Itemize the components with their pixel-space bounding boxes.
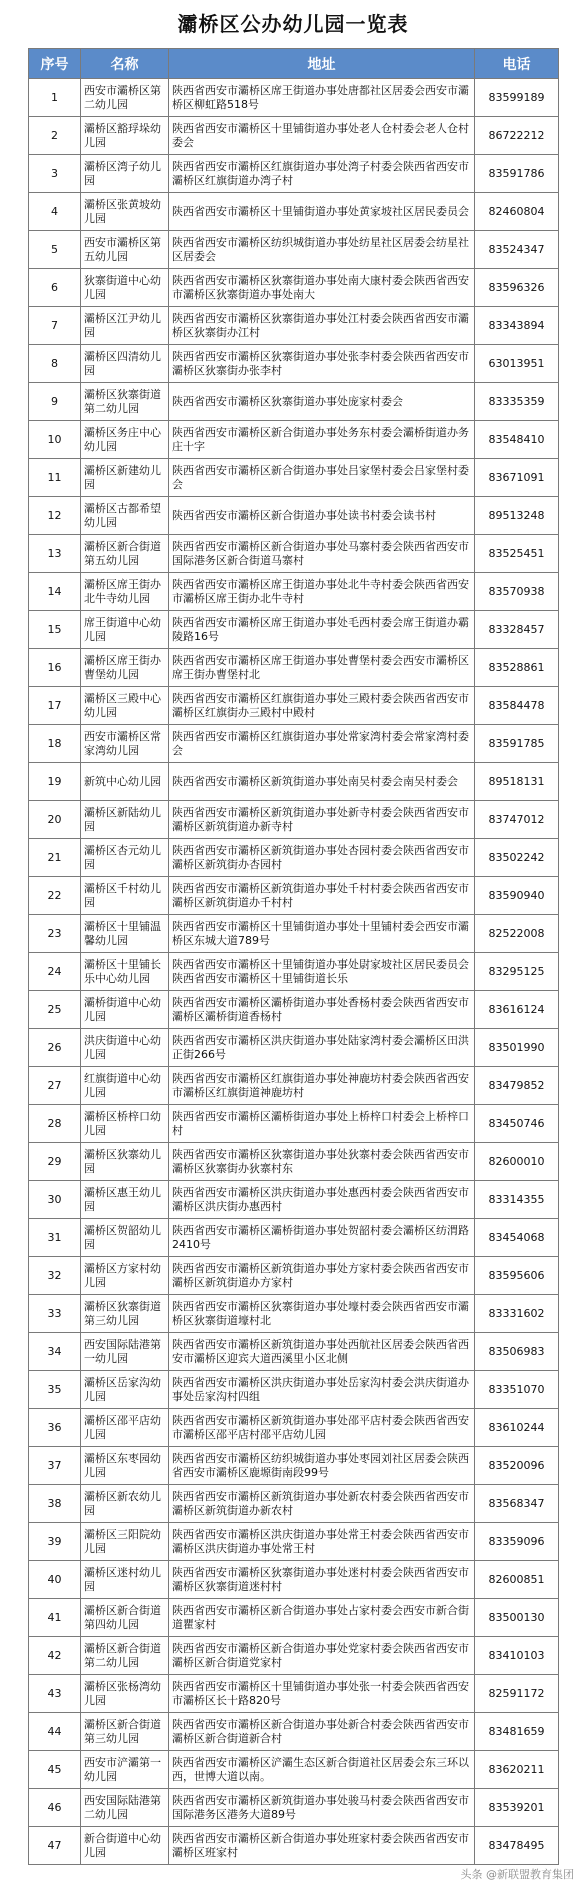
row-number: 19 <box>29 763 81 801</box>
header-name: 名称 <box>81 49 169 79</box>
row-number: 7 <box>29 307 81 345</box>
row-number: 15 <box>29 611 81 649</box>
table-row <box>29 1637 559 1675</box>
row-number: 32 <box>29 1257 81 1295</box>
header-no: 序号 <box>29 49 81 79</box>
table-row <box>29 1143 559 1181</box>
kindergarten-name: 西安市浐灞第一幼儿园 <box>81 1751 169 1789</box>
row-number: 33 <box>29 1295 81 1333</box>
kindergarten-address: 陕西省西安市灞桥区席王街道办事处毛西村委会席王街道办霸陵路16号 <box>169 611 475 649</box>
phone-number: 83599189 <box>475 79 559 117</box>
kindergarten-name: 灞桥区张杨湾幼儿园 <box>81 1675 169 1713</box>
kindergarten-name: 灞桥区湾子幼儿园 <box>81 155 169 193</box>
row-number: 46 <box>29 1789 81 1827</box>
kindergarten-table <box>28 48 559 1865</box>
row-number: 24 <box>29 953 81 991</box>
kindergarten-address: 陕西省西安市灞桥区红旗街道办事处湾子村委会陕西省西安市灞桥区红旗街道办湾子村 <box>169 155 475 193</box>
kindergarten-name: 灞桥区狄寨街道第三幼儿园 <box>81 1295 169 1333</box>
kindergarten-name: 灞桥区四清幼儿园 <box>81 345 169 383</box>
row-number: 8 <box>29 345 81 383</box>
table-row <box>29 535 559 573</box>
phone-number: 83328457 <box>475 611 559 649</box>
table-row <box>29 345 559 383</box>
phone-number: 82600851 <box>475 1561 559 1599</box>
table-row <box>29 877 559 915</box>
row-number: 22 <box>29 877 81 915</box>
kindergarten-name: 灞桥区新陆幼儿园 <box>81 801 169 839</box>
table-row <box>29 1599 559 1637</box>
row-number: 26 <box>29 1029 81 1067</box>
phone-number: 83331602 <box>475 1295 559 1333</box>
row-number: 34 <box>29 1333 81 1371</box>
row-number: 9 <box>29 383 81 421</box>
kindergarten-name: 红旗街道中心幼儿园 <box>81 1067 169 1105</box>
kindergarten-name: 灞桥区千村幼儿园 <box>81 877 169 915</box>
phone-number: 83478495 <box>475 1827 559 1865</box>
kindergarten-name: 灞桥区古都希望幼儿园 <box>81 497 169 535</box>
row-number: 5 <box>29 231 81 269</box>
row-number: 20 <box>29 801 81 839</box>
kindergarten-name: 灞桥区邵平店幼儿园 <box>81 1409 169 1447</box>
header-phone: 电话 <box>475 49 559 79</box>
row-number: 12 <box>29 497 81 535</box>
table-row <box>29 1257 559 1295</box>
kindergarten-name: 灞桥区张黄坡幼儿园 <box>81 193 169 231</box>
phone-number: 89513248 <box>475 497 559 535</box>
table-row <box>29 383 559 421</box>
kindergarten-address: 陕西省西安市灞桥区狄寨街道办事处南大康村委会陕西省西安市灞桥区狄寨街道办事处南大 <box>169 269 475 307</box>
row-number: 21 <box>29 839 81 877</box>
phone-number: 83410103 <box>475 1637 559 1675</box>
table-row <box>29 1219 559 1257</box>
kindergarten-address: 陕西省西安市灞桥区红旗街道办事处三殿村委会陕西省西安市灞桥区红旗街办三殿村中殿村 <box>169 687 475 725</box>
row-number: 1 <box>29 79 81 117</box>
table-row <box>29 991 559 1029</box>
phone-number: 83570938 <box>475 573 559 611</box>
table-row <box>29 307 559 345</box>
kindergarten-name: 西安市灞桥区常家湾幼儿园 <box>81 725 169 763</box>
row-number: 45 <box>29 1751 81 1789</box>
kindergarten-address: 陕西省西安市灞桥区纺织城街道办事处纺星社区居委会纺星社区居委会 <box>169 231 475 269</box>
kindergarten-address: 陕西省西安市灞桥区新筑街道办事处邵平店村委会陕西省西安市灞桥区邵平店村邵平店幼儿园 <box>169 1409 475 1447</box>
kindergarten-name: 灞桥区迷村幼儿园 <box>81 1561 169 1599</box>
kindergarten-address: 陕西省西安市灞桥区灞桥街道办事处香杨村委会陕西省西安市灞桥区灞桥街道香杨村 <box>169 991 475 1029</box>
row-number: 44 <box>29 1713 81 1751</box>
kindergarten-name: 狄寨街道中心幼儿园 <box>81 269 169 307</box>
phone-number: 83524347 <box>475 231 559 269</box>
kindergarten-address: 陕西省西安市灞桥区灞桥街道办事处上桥梓口村委会上桥梓口村 <box>169 1105 475 1143</box>
table-row <box>29 1029 559 1067</box>
phone-number: 83335359 <box>475 383 559 421</box>
kindergarten-address: 陕西省西安市灞桥区新合街道办事处读书村委会读书村 <box>169 497 475 535</box>
phone-number: 82591172 <box>475 1675 559 1713</box>
kindergarten-address: 陕西省西安市灞桥区洪庆街道办事处陆家湾村委会灞桥区田洪正街266号 <box>169 1029 475 1067</box>
phone-number: 83616124 <box>475 991 559 1029</box>
phone-number: 82600010 <box>475 1143 559 1181</box>
kindergarten-address: 陕西省西安市灞桥区十里铺街道办事处尉家坡社区居民委员会陕西省西安市灞桥区十里铺街道长乐 <box>169 953 475 991</box>
table-row <box>29 1485 559 1523</box>
phone-number: 83590940 <box>475 877 559 915</box>
table-body <box>29 79 559 1865</box>
table-row <box>29 79 559 117</box>
kindergarten-address: 陕西省西安市灞桥区纺织城街道办事处枣园刘社区居委会陕西省西安市灞桥区鹿塬街南段99号 <box>169 1447 475 1485</box>
table-row <box>29 1827 559 1865</box>
phone-number: 83314355 <box>475 1181 559 1219</box>
table-row <box>29 573 559 611</box>
kindergarten-address: 陕西省西安市灞桥区十里铺街道办事处十里铺村委会西安市灞桥区东城大道789号 <box>169 915 475 953</box>
phone-number: 83610244 <box>475 1409 559 1447</box>
phone-number: 83501990 <box>475 1029 559 1067</box>
table-row <box>29 1067 559 1105</box>
kindergarten-name: 灞桥区新合街道第五幼儿园 <box>81 535 169 573</box>
phone-number: 83595606 <box>475 1257 559 1295</box>
kindergarten-name: 灞桥区十里铺长乐中心幼儿园 <box>81 953 169 991</box>
table-row <box>29 1371 559 1409</box>
table-row <box>29 1295 559 1333</box>
row-number: 23 <box>29 915 81 953</box>
row-number: 41 <box>29 1599 81 1637</box>
kindergarten-address: 陕西省西安市灞桥区新合街道办事处吕家堡村委会吕家堡村委会 <box>169 459 475 497</box>
row-number: 43 <box>29 1675 81 1713</box>
table-row <box>29 1751 559 1789</box>
table-row <box>29 155 559 193</box>
kindergarten-name: 灞桥区新合街道第三幼儿园 <box>81 1713 169 1751</box>
phone-number: 83454068 <box>475 1219 559 1257</box>
kindergarten-name: 灞桥街道中心幼儿园 <box>81 991 169 1029</box>
kindergarten-name: 灞桥区新合街道第四幼儿园 <box>81 1599 169 1637</box>
kindergarten-address: 陕西省西安市灞桥区新合街道办事处马寨村委会陕西省西安市国际港务区新合街道马寨村 <box>169 535 475 573</box>
row-number: 16 <box>29 649 81 687</box>
table-row <box>29 801 559 839</box>
kindergarten-name: 西安国际陆港第一幼儿园 <box>81 1333 169 1371</box>
phone-number: 83528861 <box>475 649 559 687</box>
phone-number: 83596326 <box>475 269 559 307</box>
kindergarten-address: 陕西省西安市灞桥区洪庆街道办事处惠西村委会陕西省西安市灞桥区洪庆街办惠西村 <box>169 1181 475 1219</box>
table-row <box>29 1675 559 1713</box>
row-number: 27 <box>29 1067 81 1105</box>
table-row <box>29 421 559 459</box>
kindergarten-address: 陕西省西安市灞桥区新筑街道办事处新寺村委会陕西省西安市灞桥区新筑街道办新寺村 <box>169 801 475 839</box>
kindergarten-name: 灞桥区十里铺温馨幼儿园 <box>81 915 169 953</box>
kindergarten-address: 陕西省西安市灞桥区席王街道办事处唐都社区居委会西安市灞桥区柳虹路518号 <box>169 79 475 117</box>
kindergarten-address: 陕西省西安市灞桥区十里铺街道办事处张一村委会陕西省西安市灞桥区长十路820号 <box>169 1675 475 1713</box>
kindergarten-address: 陕西省西安市灞桥区新筑街道办事处方家村委会陕西省西安市灞桥区新筑街道办方家村 <box>169 1257 475 1295</box>
kindergarten-name: 西安国际陆港第二幼儿园 <box>81 1789 169 1827</box>
table-row <box>29 1447 559 1485</box>
phone-number: 83481659 <box>475 1713 559 1751</box>
row-number: 30 <box>29 1181 81 1219</box>
kindergarten-address: 陕西省西安市灞桥区洪庆街道办事处岳家沟村委会洪庆街道办事处岳家沟村四组 <box>169 1371 475 1409</box>
table-row <box>29 915 559 953</box>
kindergarten-name: 灞桥区务庄中心幼儿园 <box>81 421 169 459</box>
kindergarten-address: 陕西省西安市灞桥区新合街道办事处务东村委会灞桥街道办务庄十字 <box>169 421 475 459</box>
table-row <box>29 497 559 535</box>
phone-number: 83450746 <box>475 1105 559 1143</box>
table-row <box>29 1789 559 1827</box>
kindergarten-address: 陕西省西安市灞桥区狄寨街道办事处张李村委会陕西省西安市灞桥区狄寨街办张李村 <box>169 345 475 383</box>
kindergarten-name: 灞桥区贺韶幼儿园 <box>81 1219 169 1257</box>
kindergarten-name: 灞桥区桥梓口幼儿园 <box>81 1105 169 1143</box>
kindergarten-address: 陕西省西安市灞桥区席王街道办事处曹堡村委会西安市灞桥区席王街办曹堡村北 <box>169 649 475 687</box>
kindergarten-name: 灞桥区东枣园幼儿园 <box>81 1447 169 1485</box>
kindergarten-address: 陕西省西安市灞桥区浐灞生态区新合街道社区居委会东三环以西，世博大道以南。 <box>169 1751 475 1789</box>
table-row <box>29 117 559 155</box>
kindergarten-name: 席王街道中心幼儿园 <box>81 611 169 649</box>
table-row <box>29 839 559 877</box>
row-number: 14 <box>29 573 81 611</box>
kindergarten-name: 灞桥区狄寨幼儿园 <box>81 1143 169 1181</box>
kindergarten-address: 陕西省西安市灞桥区红旗街道办事处常家湾村委会常家湾村委会 <box>169 725 475 763</box>
table-row <box>29 687 559 725</box>
table-row <box>29 1713 559 1751</box>
kindergarten-name: 灞桥区江尹幼儿园 <box>81 307 169 345</box>
watermark: 头条 @新联盟教育集团 <box>460 1868 574 1881</box>
phone-number: 83584478 <box>475 687 559 725</box>
row-number: 2 <box>29 117 81 155</box>
row-number: 35 <box>29 1371 81 1409</box>
table-row <box>29 1181 559 1219</box>
table-row <box>29 1333 559 1371</box>
kindergarten-address: 陕西省西安市灞桥区十里铺街道办事处老人仓村委会老人仓村委会 <box>169 117 475 155</box>
kindergarten-name: 西安市灞桥区第五幼儿园 <box>81 231 169 269</box>
kindergarten-address: 陕西省西安市灞桥区狄寨街道办事处庞家村委会 <box>169 383 475 421</box>
table-row <box>29 649 559 687</box>
phone-number: 83747012 <box>475 801 559 839</box>
phone-number: 82460804 <box>475 193 559 231</box>
kindergarten-name: 灞桥区杏元幼儿园 <box>81 839 169 877</box>
row-number: 17 <box>29 687 81 725</box>
table-row <box>29 1523 559 1561</box>
kindergarten-address: 陕西省西安市灞桥区新合街道办事处占家村委会西安市新合街道瞿家村 <box>169 1599 475 1637</box>
kindergarten-address: 陕西省西安市灞桥区狄寨街道办事处狄寨村委会陕西省西安市灞桥区狄寨街办狄寨村东 <box>169 1143 475 1181</box>
phone-number: 83591786 <box>475 155 559 193</box>
row-number: 31 <box>29 1219 81 1257</box>
table-row <box>29 193 559 231</box>
table-row <box>29 763 559 801</box>
kindergarten-address: 陕西省西安市灞桥区十里铺街道办事处黄家坡社区居民委员会 <box>169 193 475 231</box>
kindergarten-address: 陕西省西安市灞桥区狄寨街道办事处壕村委会陕西省西安市灞桥区狄寨街道壕村北 <box>169 1295 475 1333</box>
kindergarten-address: 陕西省西安市灞桥区狄寨街道办事处迷村村委会陕西省西安市灞桥区狄寨街道迷村村 <box>169 1561 475 1599</box>
row-number: 36 <box>29 1409 81 1447</box>
kindergarten-name: 灞桥区新建幼儿园 <box>81 459 169 497</box>
phone-number: 82522008 <box>475 915 559 953</box>
table-row <box>29 459 559 497</box>
phone-number: 83295125 <box>475 953 559 991</box>
row-number: 47 <box>29 1827 81 1865</box>
kindergarten-address: 陕西省西安市灞桥区红旗街道办事处神鹿坊村委会陕西省西安市灞桥区红旗街道神鹿坊村 <box>169 1067 475 1105</box>
kindergarten-name: 灞桥区三殿中心幼儿园 <box>81 687 169 725</box>
phone-number: 83479852 <box>475 1067 559 1105</box>
phone-number: 83568347 <box>475 1485 559 1523</box>
row-number: 38 <box>29 1485 81 1523</box>
phone-number: 83351070 <box>475 1371 559 1409</box>
table-header-row <box>29 49 559 79</box>
kindergarten-address: 陕西省西安市灞桥区新合街道办事处新合村委会陕西省西安市灞桥区新合街道新合村 <box>169 1713 475 1751</box>
kindergarten-name: 新合街道中心幼儿园 <box>81 1827 169 1865</box>
table-row <box>29 1409 559 1447</box>
row-number: 3 <box>29 155 81 193</box>
phone-number: 89518131 <box>475 763 559 801</box>
table-row <box>29 725 559 763</box>
table-row <box>29 1105 559 1143</box>
row-number: 11 <box>29 459 81 497</box>
kindergarten-name: 灞桥区豁琈垛幼儿园 <box>81 117 169 155</box>
phone-number: 83539201 <box>475 1789 559 1827</box>
row-number: 6 <box>29 269 81 307</box>
row-number: 37 <box>29 1447 81 1485</box>
kindergarten-address: 陕西省西安市灞桥区狄寨街道办事处江村委会陕西省西安市灞桥区狄寨街办江村 <box>169 307 475 345</box>
phone-number: 83671091 <box>475 459 559 497</box>
kindergarten-address: 陕西省西安市灞桥区新合街道办事处班家村委会陕西省西安市灞桥区班家村 <box>169 1827 475 1865</box>
kindergarten-name: 灞桥区岳家沟幼儿园 <box>81 1371 169 1409</box>
kindergarten-name: 灞桥区席王街办曹堡幼儿园 <box>81 649 169 687</box>
table-row <box>29 1561 559 1599</box>
row-number: 4 <box>29 193 81 231</box>
row-number: 40 <box>29 1561 81 1599</box>
kindergarten-name: 灞桥区新农幼儿园 <box>81 1485 169 1523</box>
table-row <box>29 953 559 991</box>
kindergarten-name: 灞桥区方家村幼儿园 <box>81 1257 169 1295</box>
phone-number: 83506983 <box>475 1333 559 1371</box>
row-number: 39 <box>29 1523 81 1561</box>
kindergarten-name: 西安市灞桥区第二幼儿园 <box>81 79 169 117</box>
kindergarten-address: 陕西省西安市灞桥区新筑街道办事处西航社区居委会陕西省西安市灞桥区迎宾大道西溪里小区北侧 <box>169 1333 475 1371</box>
kindergarten-address: 陕西省西安市灞桥区新合街道办事处党家村委会陕西省西安市灞桥区新合街道党家村 <box>169 1637 475 1675</box>
row-number: 18 <box>29 725 81 763</box>
kindergarten-name: 灞桥区席王街办北牛寺幼儿园 <box>81 573 169 611</box>
row-number: 25 <box>29 991 81 1029</box>
kindergarten-address: 陕西省西安市灞桥区灞桥街道办事处贺韶村委会灞桥区纺渭路2410号 <box>169 1219 475 1257</box>
kindergarten-address: 陕西省西安市灞桥区新筑街道办事处千村村委会陕西省西安市灞桥区新筑街道办千村村 <box>169 877 475 915</box>
kindergarten-name: 灞桥区惠王幼儿园 <box>81 1181 169 1219</box>
phone-number: 83500130 <box>475 1599 559 1637</box>
kindergarten-name: 新筑中心幼儿园 <box>81 763 169 801</box>
header-address: 地址 <box>169 49 475 79</box>
row-number: 13 <box>29 535 81 573</box>
phone-number: 83548410 <box>475 421 559 459</box>
kindergarten-address: 陕西省西安市灞桥区新筑街道办事处杏园村委会陕西省西安市灞桥区新筑街办杏园村 <box>169 839 475 877</box>
table-row <box>29 231 559 269</box>
phone-number: 83359096 <box>475 1523 559 1561</box>
phone-number: 83620211 <box>475 1751 559 1789</box>
row-number: 10 <box>29 421 81 459</box>
row-number: 28 <box>29 1105 81 1143</box>
phone-number: 63013951 <box>475 345 559 383</box>
phone-number: 86722212 <box>475 117 559 155</box>
table-row <box>29 269 559 307</box>
phone-number: 83591785 <box>475 725 559 763</box>
kindergarten-name: 灞桥区三阳院幼儿园 <box>81 1523 169 1561</box>
kindergarten-address: 陕西省西安市灞桥区新筑街道办事处骏马村委会陕西省西安市国际港务区港务大道89号 <box>169 1789 475 1827</box>
phone-number: 83520096 <box>475 1447 559 1485</box>
kindergarten-address: 陕西省西安市灞桥区新筑街道办事处南吴村委会南吴村委会 <box>169 763 475 801</box>
phone-number: 83525451 <box>475 535 559 573</box>
kindergarten-address: 陕西省西安市灞桥区新筑街道办事处新农村委会陕西省西安市灞桥区新筑街道办新农村 <box>169 1485 475 1523</box>
phone-number: 83502242 <box>475 839 559 877</box>
table-row <box>29 611 559 649</box>
kindergarten-address: 陕西省西安市灞桥区席王街道办事处北牛寺村委会陕西省西安市灞桥区席王街办北牛寺村 <box>169 573 475 611</box>
phone-number: 83343894 <box>475 307 559 345</box>
kindergarten-address: 陕西省西安市灞桥区洪庆街道办事处常王村委会陕西省西安市灞桥区洪庆街道办事处常王村 <box>169 1523 475 1561</box>
row-number: 42 <box>29 1637 81 1675</box>
page-title: 灞桥区公办幼儿园一览表 <box>177 12 409 36</box>
kindergarten-name: 洪庆街道中心幼儿园 <box>81 1029 169 1067</box>
row-number: 29 <box>29 1143 81 1181</box>
kindergarten-name: 灞桥区新合街道第二幼儿园 <box>81 1637 169 1675</box>
kindergarten-name: 灞桥区狄寨街道第二幼儿园 <box>81 383 169 421</box>
